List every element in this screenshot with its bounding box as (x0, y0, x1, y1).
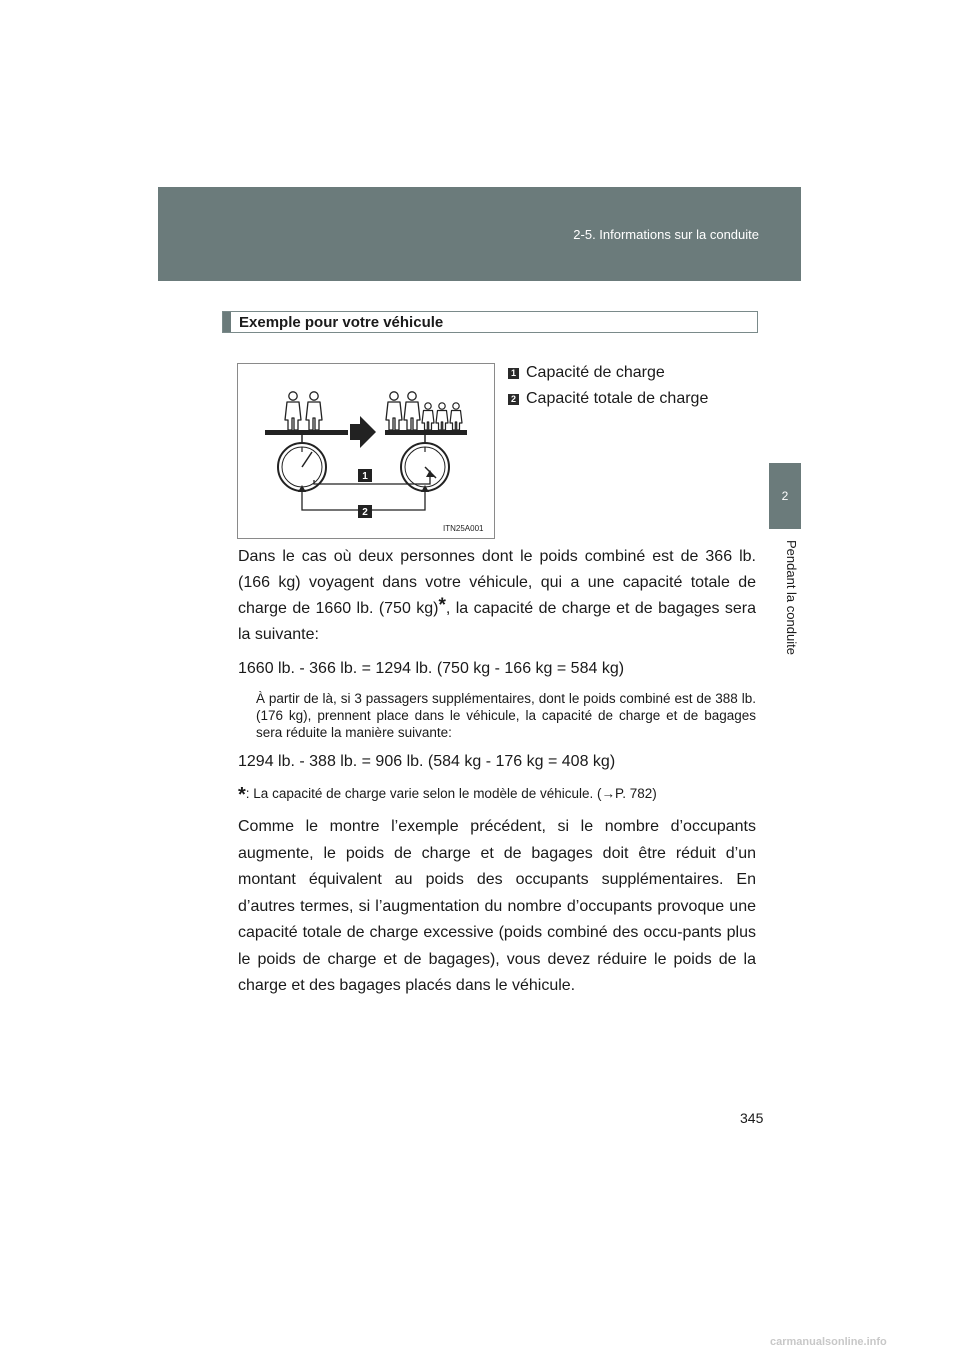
calculation-1: 1660 lb. - 366 lb. = 1294 lb. (750 kg - 166 kg = 584 kg) (238, 660, 625, 677)
load-capacity-illustration (237, 363, 495, 539)
svg-text:2: 2 (362, 507, 368, 518)
chapter-number: 2 (781, 489, 789, 503)
asterisk-marker: * (438, 595, 446, 616)
header-section-title: 2-5. Informations sur la conduite (573, 227, 759, 242)
legend-label: Capacité totale de charge (526, 390, 709, 407)
paragraph-conclusion: Comme le montre l’exemple précédent, si le nombre d’occupants augmente, le poids de charge et de bagages doit être réduit d’un montant équivalent au poids des occupants supplémentaires. En d’autres termes, si l’augmentation du nombre d’occupants provoque une capacité totale de charge excessive (poids combiné des occu-pants plus le poids de charge et de bagages), vous devez réduire le poids de la charge et des bagages placés dans le véhicule. (238, 818, 756, 994)
legend-label: Capacité de charge (526, 364, 665, 381)
svg-text:1: 1 (362, 471, 368, 482)
section-title: Exemple pour votre véhicule (239, 313, 444, 331)
legend-item (508, 386, 708, 412)
paragraph-example: Dans le cas où deux personnes dont le poids combiné est de 366 lb. (166 kg) voyagent dans votre véhicule, qui a une capacité totale de charge de 1660 lb. (750 kg)*, la capacité de charge et de bagages sera la suivante: (238, 548, 756, 643)
body-text (238, 544, 756, 1000)
figure-code: ITN25A001 (443, 524, 484, 533)
section-accent (223, 312, 231, 332)
figure-legend (508, 360, 708, 412)
page-number: 345 (740, 1110, 764, 1126)
calculation-2: 1294 lb. - 388 lb. = 906 lb. (584 kg - 176 kg = 408 kg) (238, 753, 616, 770)
header-band (158, 187, 801, 281)
section-header (222, 311, 758, 333)
chapter-label: Pendant la conduite (784, 540, 799, 655)
chapter-tab (769, 463, 801, 529)
platform-right (385, 430, 467, 435)
legend-badge: 2 (508, 394, 519, 405)
watermark: carmanualsonline.info (770, 1336, 887, 1348)
arrow-right-icon (350, 416, 376, 448)
legend-badge: 1 (508, 368, 519, 379)
people-icon-right (386, 392, 462, 430)
people-icon-left (285, 392, 322, 430)
platform-left (265, 430, 348, 435)
footnote: *: La capacité de charge varie selon le modèle de véhicule. (→P. 782) (238, 784, 657, 806)
legend-item (508, 360, 708, 386)
footnote-star: * (238, 784, 246, 806)
illustration-svg (238, 364, 494, 538)
paragraph-additional-passengers: À partir de là, si 3 passagers supplémentaires, dont le poids combiné est de 388 lb. (176 kg), prennent place dans le véhicule, la capacité de charge et de bagages sera réduite la manière suivante: (256, 691, 756, 740)
